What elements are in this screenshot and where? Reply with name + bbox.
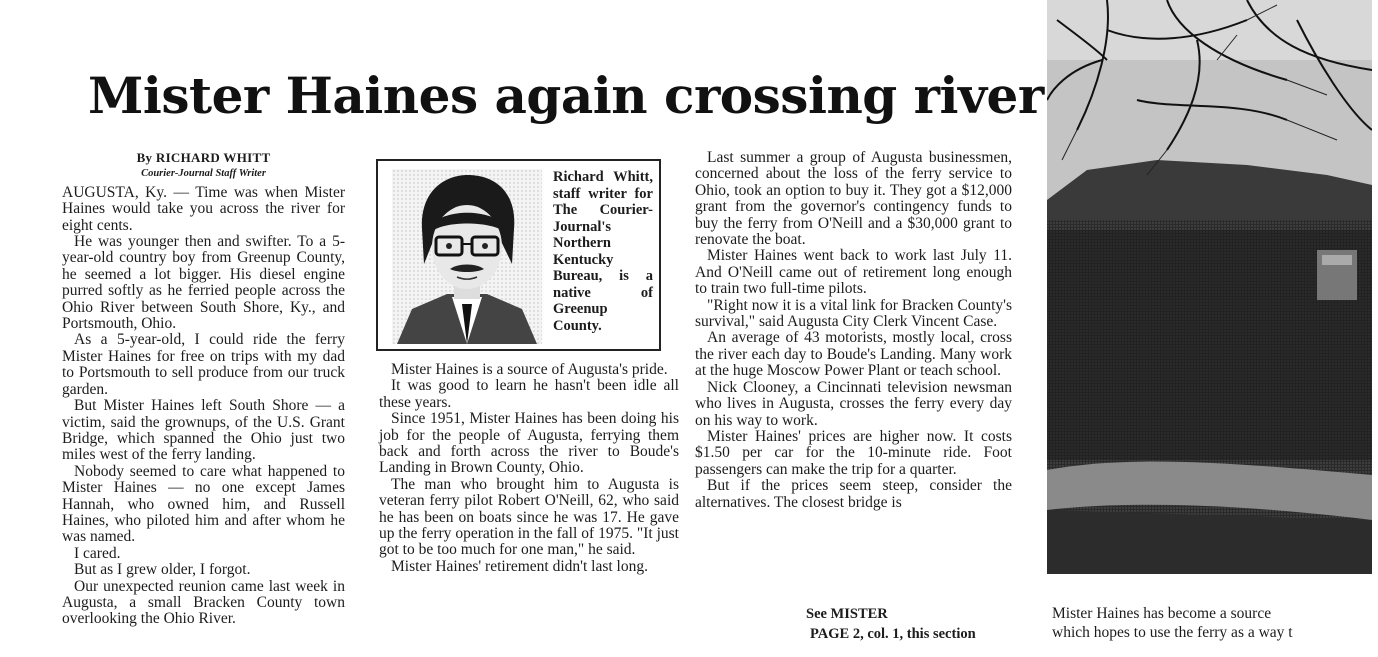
- river-photo-caption: [1052, 604, 1370, 642]
- paragraph: As a 5-year-old, I could ride the ferry Mister Haines for free on trips with my dad to Portsmouth to sell produce from our truck garden.: [62, 331, 345, 398]
- jump-line-see: See MISTER: [806, 606, 888, 622]
- paragraph: I cared.: [74, 544, 121, 562]
- paragraph: Last summer a group of Augusta businessmen, concerned about the loss of the ferry service to Ohio, took an option to buy it. They got a $12,000 grant from the governor's contingency funds to buy the ferry from O'Neill and a $30,000 grant to renovate the boat.: [695, 149, 1012, 249]
- byline: By RICHARD WHITT: [136, 150, 271, 165]
- column-3: [695, 150, 1012, 511]
- river-photo: [1047, 0, 1372, 574]
- paragraph: Nobody seemed to care what happened to Mister Haines — no one except James Hannah, who owned him, and Russell Haines, who piloted him and after whom he was named.: [62, 462, 345, 546]
- jump-line-page: PAGE 2, col. 1, this section: [810, 626, 976, 642]
- river-caption-line: which hopes to use the ferry as a way t: [1052, 624, 1293, 641]
- paragraph: He was younger then and swifter. To a 5-year-old country boy from Greenup County, he seemed a lot bigger. His diesel engine purred softly as he ferried people across the Ohio River between South Shore, Ky., and Portsmouth, Ohio.: [62, 233, 345, 333]
- paragraph: Our unexpected reunion came last week in Augusta, a small Bracken County town overlooking the Ohio River.: [62, 577, 345, 628]
- author-photo-caption: Richard Whitt, staff writer for The Courier-Journal's Northern Kentucky Bureau, is a native of Greenup County.: [553, 169, 653, 334]
- headline: Mister Haines again crossing river: [88, 66, 1044, 125]
- author-portrait: [392, 169, 542, 344]
- column-1: [62, 150, 345, 628]
- author-photo-box: [376, 159, 661, 351]
- paragraph: An average of 43 motorists, mostly local, cross the river each day to Boude's Landing. Many work at the huge Moscow Power Plant or teach school.: [695, 329, 1012, 380]
- paragraph: Nick Clooney, a Cincinnati television newsman who lives in Augusta, crosses the ferry every day on his way to work.: [695, 378, 1012, 429]
- paragraph: Mister Haines went back to work last July 11. And O'Neill came out of retirement long enough to train two full-time pilots.: [695, 247, 1012, 298]
- paragraph: Mister Haines' prices are higher now. It costs $1.50 per car for the 10-minute ride. Foot passengers can make the trip for a quarter.: [695, 427, 1012, 478]
- paragraph: Mister Haines is a source of Augusta's pride.: [391, 361, 668, 378]
- paragraph: Since 1951, Mister Haines has been doing his job for the people of Augusta, ferrying them back and forth across the river to Boude's Landing in Brown County, Ohio.: [379, 410, 679, 477]
- river-caption-line: Mister Haines has become a source: [1052, 605, 1272, 622]
- paragraph: "Right now it is a vital link for Bracken County's survival," said Augusta City Clerk Vincent Case.: [695, 296, 1012, 331]
- paragraph: AUGUSTA, Ky. — Time was when Mister Haines would take you across the river for eight cents.: [62, 183, 345, 234]
- paragraph: Mister Haines' retirement didn't last long.: [391, 557, 648, 575]
- paragraph: The man who brought him to Augusta is veteran ferry pilot Robert O'Neill, 62, who said he has been on boats since he was 17. He gave up the ferry operation in the fall of 1975. "It just got to be too much for one man," he said.: [379, 475, 679, 559]
- byline-title: Courier-Journal Staff Writer: [141, 168, 266, 180]
- paragraph: But Mister Haines left South Shore — a victim, said the grownups, of the U.S. Grant Bridge, which spanned the Ohio just two miles west of the ferry landing.: [62, 397, 345, 464]
- paragraph: But if the prices seem steep, consider the alternatives. The closest bridge is: [695, 477, 1012, 511]
- paragraph: But as I grew older, I forgot.: [74, 561, 251, 579]
- column-2: [379, 362, 679, 575]
- paragraph: It was good to learn he hasn't been idle all these years.: [379, 377, 679, 411]
